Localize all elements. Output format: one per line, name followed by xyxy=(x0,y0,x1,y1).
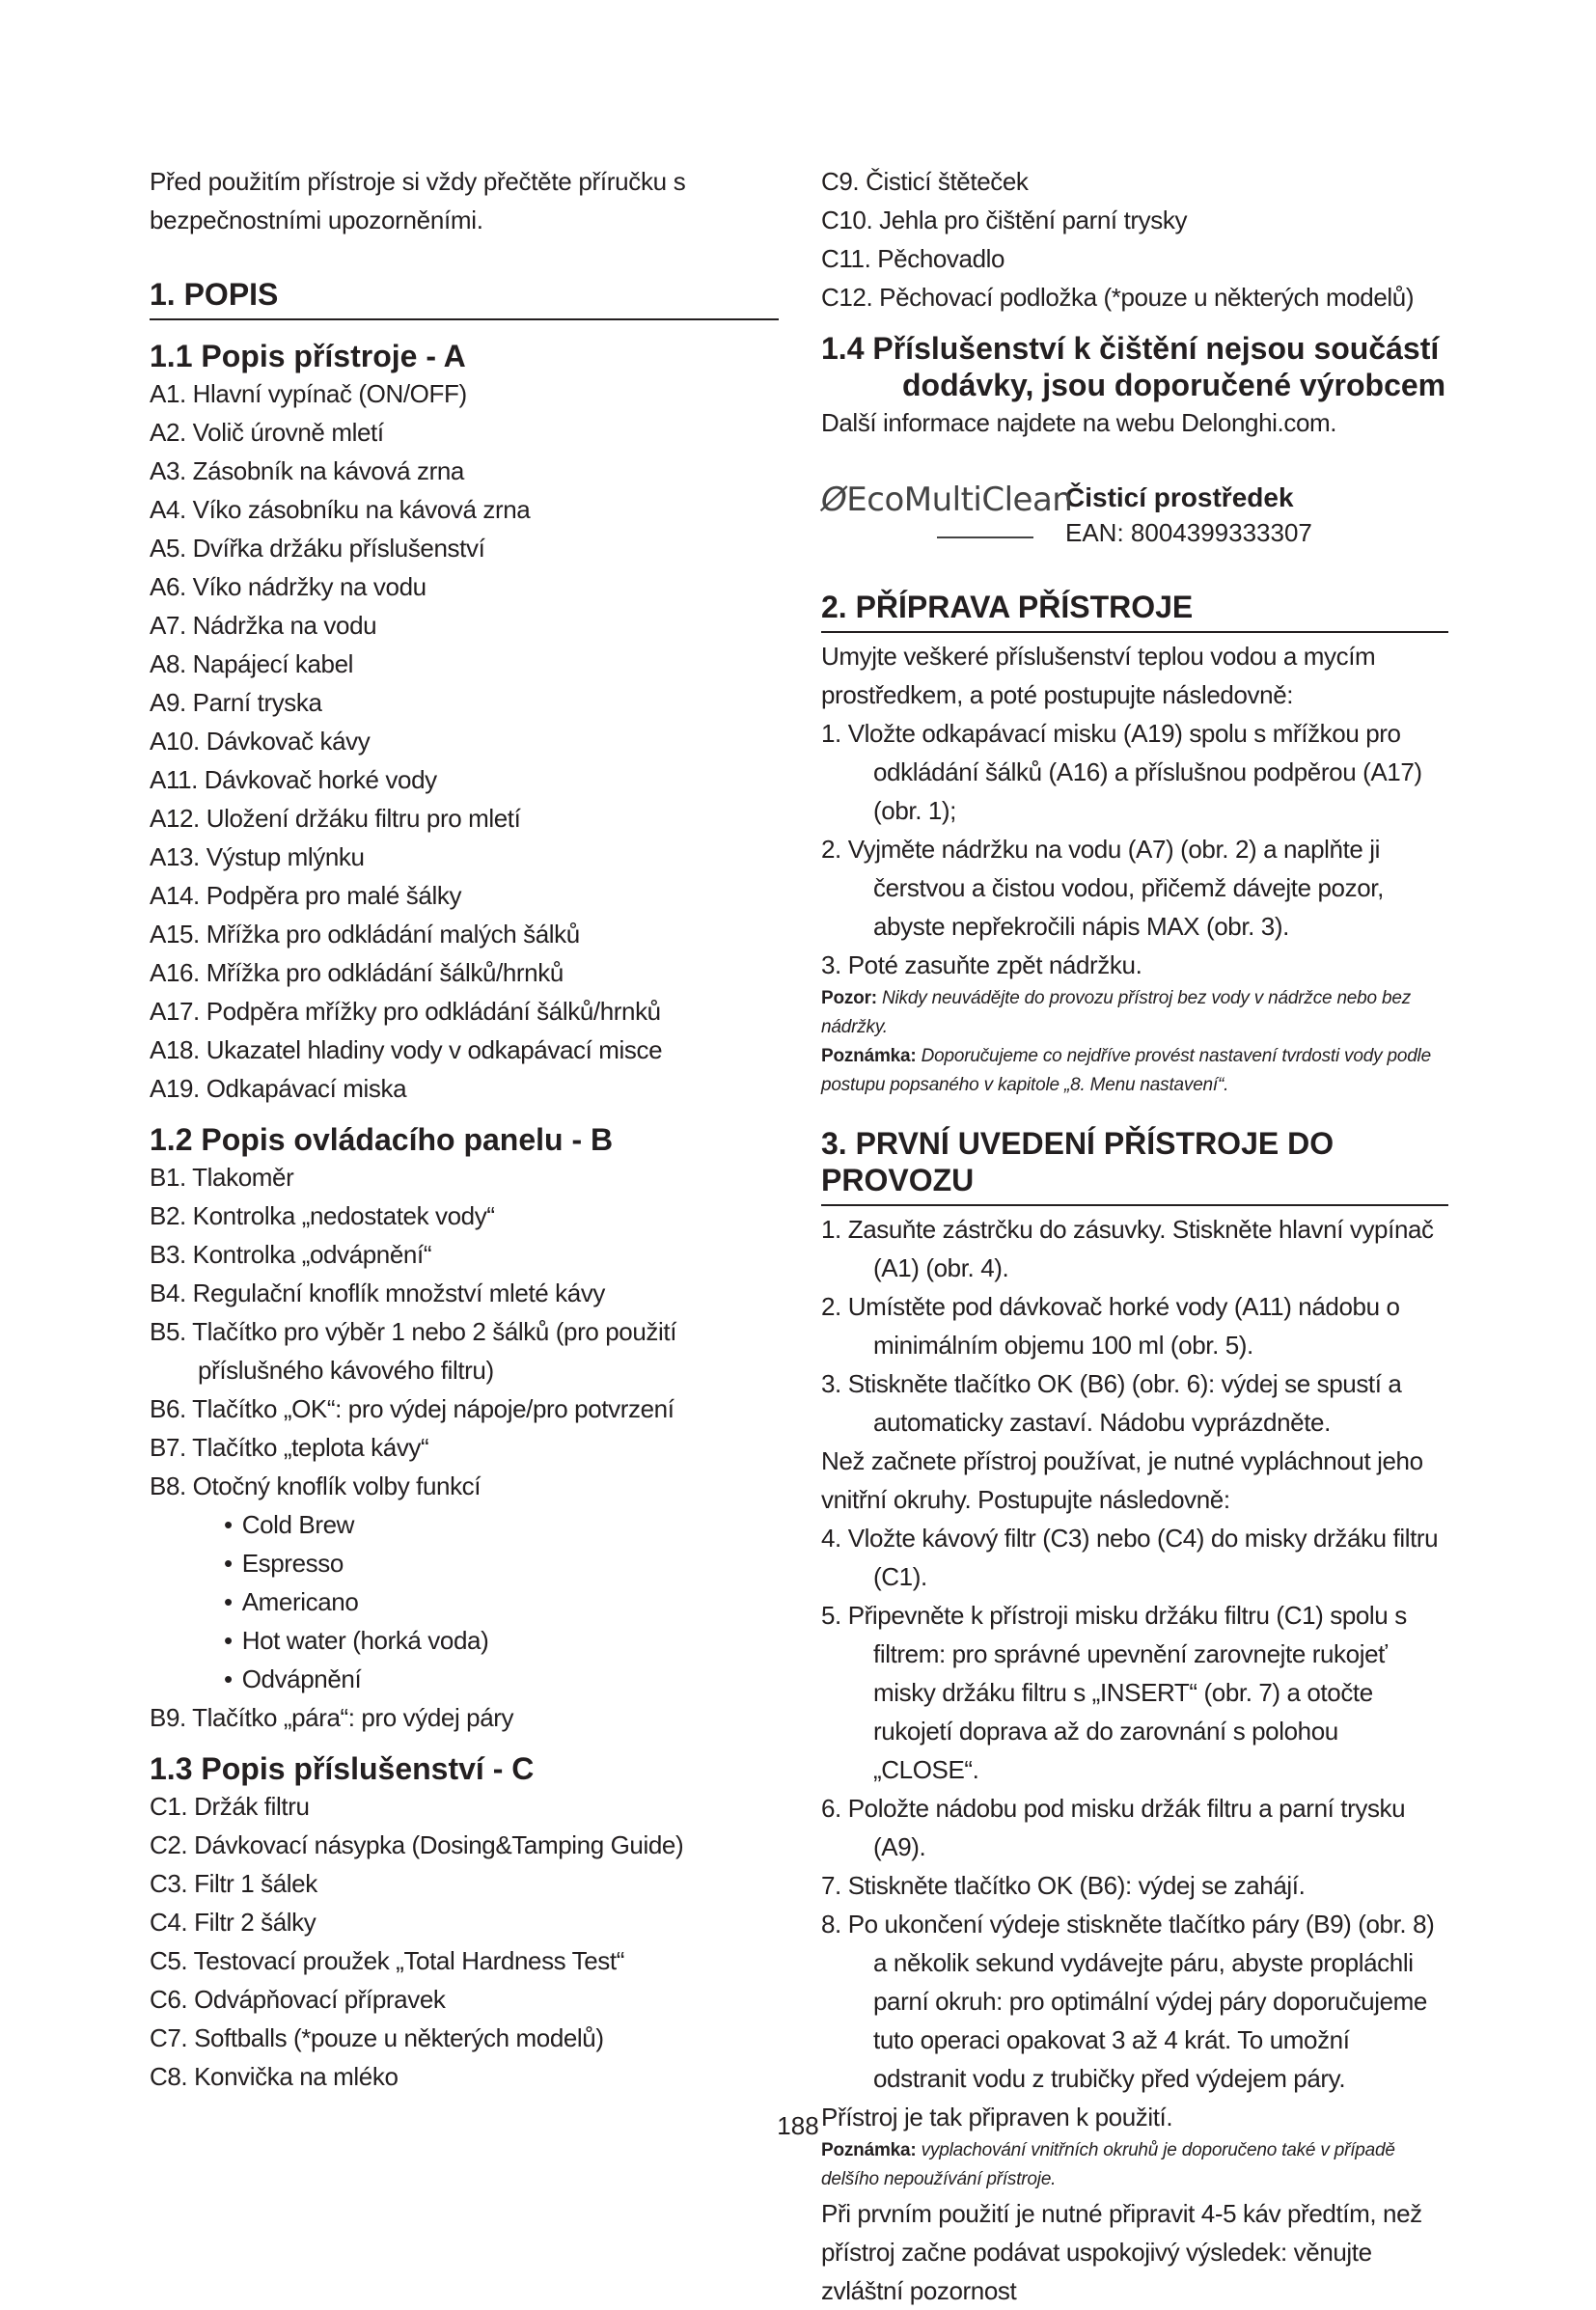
product-ean: EAN: 8004399333307 xyxy=(1065,518,1312,547)
list-item: C7. Softballs (*pouze u některých modelů) xyxy=(150,2023,604,2052)
list-item: B5. Tlačítko pro výběr 1 nebo 2 šálků (pro použití příslušného kávového filtru) xyxy=(150,1317,677,1385)
info-note: Poznámka: Doporučujeme co nejdříve provést nastavení tvrdosti vody podle postupu popsaného v kapitole „8. Menu nastavení“. xyxy=(821,1046,1431,1095)
section-1-1-title: 1.1 Popis přístroje - A xyxy=(150,339,466,373)
list-item: A19. Odkapávací miska xyxy=(150,1074,407,1103)
right-column xyxy=(821,162,1448,2310)
list-item: A15. Mřížka pro odkládání malých šálků xyxy=(150,920,580,949)
list-item: A9. Parní tryska xyxy=(150,688,322,717)
list-item: C6. Odvápňovací přípravek xyxy=(150,1985,446,2014)
list-item: A4. Víko zásobníku na kávová zrna xyxy=(150,495,531,524)
list-item: C2. Dávkovací násypka (Dosing&Tamping Guide) xyxy=(150,1830,684,1859)
list-item: A7. Nádržka na vodu xyxy=(150,611,377,640)
page-number: 188 xyxy=(777,2111,819,2140)
sub-list-item: • Espresso xyxy=(150,1544,779,1582)
intro-text: Před použitím přístroje si vždy přečtěte příručku s bezpečnostními upozorněními. xyxy=(150,167,686,234)
section-2-intro: Umyjte veškeré příslušenství teplou vodou a mycím prostředkem, a poté postupujte následovně: xyxy=(821,642,1376,709)
list-item: B7. Tlačítko „teplota kávy“ xyxy=(150,1433,429,1462)
section-3-title: 3. PRVNÍ UVEDENÍ PŘÍSTROJE DO PROVOZU xyxy=(821,1125,1448,1206)
list-item: B2. Kontrolka „nedostatek vody“ xyxy=(150,1201,495,1230)
list-item: A13. Výstup mlýnku xyxy=(150,842,365,871)
ready-text: Přístroj je tak připraven k použití. xyxy=(821,2103,1173,2131)
list-item: A10. Dávkovač kávy xyxy=(150,727,371,756)
list-item: C3. Filtr 1 šálek xyxy=(150,1869,317,1898)
list-item: B6. Tlačítko „OK“: pro výdej nápoje/pro potvrzení xyxy=(150,1394,674,1423)
list-item: A6. Víko nádržky na vodu xyxy=(150,572,427,601)
step-item: 4. Vložte kávový filtr (C3) nebo (C4) do misky držáku filtru (C1). xyxy=(821,1524,1439,1591)
cleaning-product xyxy=(821,481,1448,550)
list-item: A12. Uložení držáku filtru pro mletí xyxy=(150,804,521,833)
list-item: A11. Dávkovač horké vody xyxy=(150,765,437,794)
sub-list-item: • Americano xyxy=(150,1582,779,1621)
list-c-continued xyxy=(821,162,1448,316)
list-item: B1. Tlakoměr xyxy=(150,1163,294,1192)
sub-list-item: • Hot water (horká voda) xyxy=(150,1621,779,1660)
warning-note: Pozor: Nikdy neuvádějte do provozu přístroj bez vody v nádržce nebo bez nádržky. xyxy=(821,988,1412,1037)
left-column xyxy=(150,162,779,2096)
section-1-title: 1. POPIS xyxy=(150,276,779,320)
step-item: 6. Položte nádobu pod misku držák filtru a parní trysku (A9). xyxy=(821,1794,1406,1861)
list-item: C9. Čisticí štěteček xyxy=(821,167,1029,196)
section-1-4-body: Další informace najdete na webu Delonghi.com. xyxy=(821,408,1337,437)
list-item: C4. Filtr 2 šálky xyxy=(150,1908,316,1937)
section-2-title: 2. PŘÍPRAVA PŘÍSTROJE xyxy=(821,589,1448,633)
sub-list-item: • Cold Brew xyxy=(150,1505,779,1544)
product-title: Čisticí prostředek xyxy=(1065,482,1294,512)
list-item: C5. Testovací proužek „Total Hardness Test“ xyxy=(150,1946,624,1975)
list-item: A1. Hlavní vypínač (ON/OFF) xyxy=(150,379,467,408)
step-item: 3. Poté zasuňte zpět nádržku. xyxy=(821,950,1142,979)
list-item: A8. Napájecí kabel xyxy=(150,649,354,678)
list-item: C11. Pěchovadlo xyxy=(821,244,1005,273)
step-item: 8. Po ukončení výdeje stiskněte tlačítko páry (B9) (obr. 8) a několik sekund vydávejte páru, abyste propláchli parní okruh: pro optimální výdej páry doporučujeme tuto operaci opakovat 3 až 4 krát. To umožní odstranit vodu z trubičky před výdejem páry. xyxy=(821,1910,1435,2093)
list-c xyxy=(150,1787,779,2096)
list-item: C12. Pěchovací podložka (*pouze u některých modelů) xyxy=(821,283,1415,312)
list-item: C10. Jehla pro čištění parní trysky xyxy=(821,206,1188,234)
step-item: 3. Stiskněte tlačítko OK (B6) (obr. 6): výdej se spustí a automaticky zastaví. Nádobu vyprázdněte. xyxy=(821,1369,1402,1437)
section-1-4-title-line2: dodávky, jsou doporučené výrobcem xyxy=(902,368,1446,402)
step-item: 2. Umístěte pod dávkovač horké vody (A11) nádobu o minimálním objemu 100 ml (obr. 5). xyxy=(821,1292,1400,1360)
list-b xyxy=(150,1158,779,1737)
step-item: 7. Stiskněte tlačítko OK (B6): výdej se zahájí. xyxy=(821,1871,1306,1900)
sub-list-item: • Odvápnění xyxy=(150,1660,779,1698)
step-item: 2. Vyjměte nádržku na vodu (A7) (obr. 2) a naplňte ji čerstvou a čistou vodou, přičemž dávejte pozor, abyste nepřekročili nápis MAX (obr. 3). xyxy=(821,835,1384,941)
list-item: C8. Konvička na mléko xyxy=(150,2062,399,2091)
list-item: B3. Kontrolka „odvápnění“ xyxy=(150,1240,432,1269)
list-item: B8. Otočný knoflík volby funkcí xyxy=(150,1471,482,1500)
list-item: A2. Volič úrovně mletí xyxy=(150,418,384,447)
list-item: A16. Mřížka pro odkládání šálků/hrnků xyxy=(150,958,564,987)
step-item: 5. Připevněte k přístroji misku držáku filtru (C1) spolu s filtrem: pro správné upevnění zarovnejte rukojeť misky držáku filtru s „INSERT“ (obr. 7) a otočte rukojetí doprava až do zarovnání s polohou „CLOSE“. xyxy=(821,1601,1407,1784)
list-a xyxy=(150,374,779,1108)
list-item: B4. Regulační knoflík množství mleté kávy xyxy=(150,1279,606,1307)
list-item: A14. Podpěra pro malé šálky xyxy=(150,881,462,910)
section-1-2-title: 1.2 Popis ovládacího panelu - B xyxy=(150,1122,614,1157)
info-note: Poznámka: vyplachování vnitřních okruhů je doporučeno také v případě delšího nepoužívání přístroje. xyxy=(821,2140,1395,2189)
list-item: C1. Držák filtru xyxy=(150,1792,310,1821)
section-1-4-title: 1.4 Příslušenství k čištění nejsou součástí xyxy=(821,331,1440,366)
list-item: A17. Podpěra mřížky pro odkládání šálků/hrnků xyxy=(150,997,661,1026)
list-item: A18. Ukazatel hladiny vody v odkapávací misce xyxy=(150,1035,663,1064)
list-item: B9. Tlačítko „pára“: pro výdej páry xyxy=(150,1703,514,1732)
section-3-mid: Než začnete přístroj používat, je nutné vypláchnout jeho vnitřní okruhy. Postupujte následovně: xyxy=(821,1446,1423,1514)
step-item: 1. Vložte odkapávací misku (A19) spolu s mřížkou pro odkládání šálků (A16) a příslušnou podpěrou (A17) (obr. 1); xyxy=(821,719,1422,825)
section-1-3-title: 1.3 Popis příslušenství - C xyxy=(150,1751,535,1786)
step-item: 1. Zasuňte zástrčku do zásuvky. Stiskněte hlavní vypínač (A1) (obr. 4). xyxy=(821,1215,1434,1282)
list-item: A3. Zásobník na kávová zrna xyxy=(150,456,464,485)
list-item: A5. Dvířka držáku příslušenství xyxy=(150,534,485,563)
ecomulticlean-logo: ØEcoMultiClean xyxy=(821,481,1058,548)
final-text: Při prvním použití je nutné připravit 4-5 káv předtím, než přístroj začne podávat uspokojivý výsledek: věnujte zvláštní pozornost xyxy=(821,2199,1422,2305)
